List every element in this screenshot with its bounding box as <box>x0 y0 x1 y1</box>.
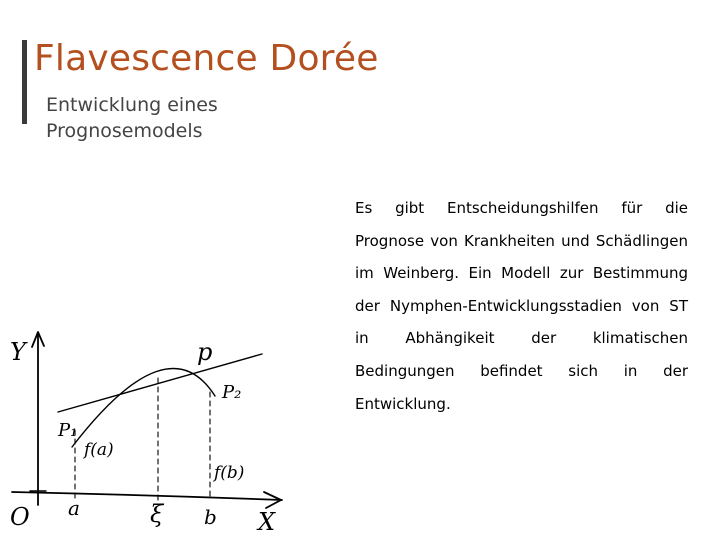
slide-title: Flavescence Dorée <box>34 38 379 79</box>
fb-label: f(b) <box>214 463 245 483</box>
x-axis-label: X <box>258 508 276 536</box>
mean-value-theorem-sketch <box>0 318 300 540</box>
point-p1-label: P₁ <box>58 420 78 441</box>
line-p-label: p <box>197 338 213 366</box>
slide-subtitle: Entwicklung eines Prognosemodels <box>46 94 218 142</box>
title-accent-bar <box>22 40 27 124</box>
y-axis-label: Y <box>10 338 26 366</box>
point-a-label: a <box>68 496 80 520</box>
fa-label: f(a) <box>84 440 114 460</box>
point-p2-label: P₂ <box>222 382 242 403</box>
function-curve <box>72 368 215 447</box>
origin-label: O <box>10 503 30 531</box>
body-paragraph: Es gibt Entscheidungshilfen für die Prognose von Krankheiten und Schädlingen im Weinberg. Ein Modell zur Bestimmung der Nymphen-Entwicklungsstadien von ST in Abhängikeit der klimatischen Bedingungen befindet sich in der Entwicklung. <box>355 199 688 413</box>
x-axis-line <box>12 492 282 500</box>
point-b-label: b <box>204 505 217 529</box>
point-xi-label: ξ <box>150 500 164 528</box>
